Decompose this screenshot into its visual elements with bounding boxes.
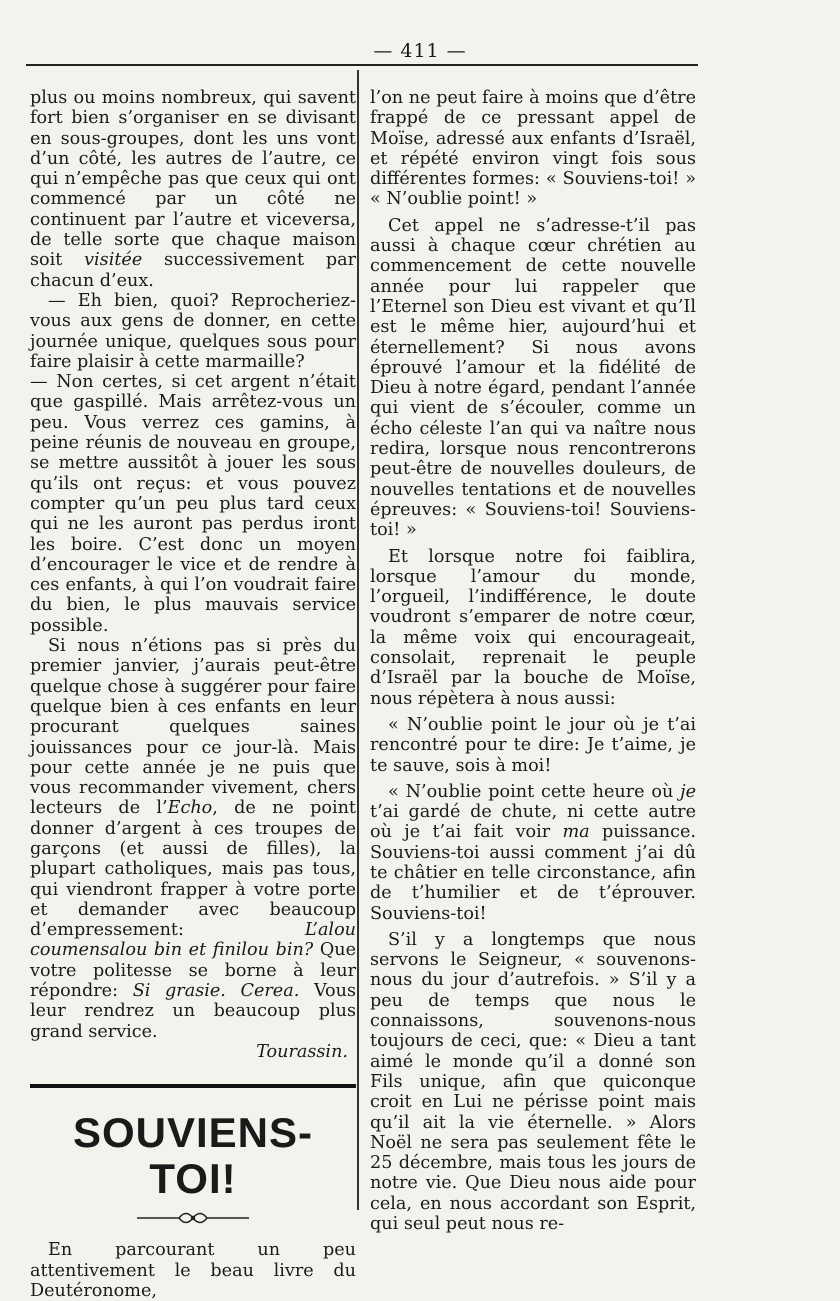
- paragraph: « N’oublie point cette heure où je t’ai gardé de chute, ni cette autre où je t’ai fait voir ma puissance. Souviens-toi aussi comment j’ai dû te châtier en telle circonstance, afin de t’humilier et de t’éprouver. Souviens-toi!: [370, 781, 696, 924]
- section-rule: [30, 1084, 356, 1088]
- paragraph: Cet appel ne s’adresse-t’il pas aussi à chaque cœur chrétien au commencement de cette nouvelle année pour lui rappeler que l’Eternel son Dieu est vivant et qu’Il est le même hier, aujourd’hui et éternellement? Si nous avons éprouvé l’amour et la fidélité de Dieu à notre égard, pendant l’année qui vient de s’écouler, comme un écho céleste l’an qui va naître nous redira, lorsque nous rencontrerons peut-être de nouvelles douleurs, de nouvelles tentations et de nouvelles épreuves: « Souviens-toi! Souviens-toi! »: [370, 215, 696, 541]
- column-divider: [357, 70, 359, 1210]
- paragraph: l’on ne peut faire à moins que d’être frappé de ce pressant appel de Moïse, adressé aux enfants d’Israël, et répété environ vingt fois sous différentes formes: « Souviens-toi! » « N’oublie point! »: [370, 88, 696, 210]
- paragraph: En parcourant un peu attentivement le beau livre du Deutéronome,: [30, 1240, 356, 1301]
- paragraph: plus ou moins nombreux, qui savent fort bien s’organiser en se divisant en sous-groupes, dont les uns vont d’un côté, les autres de l’autre, ce qui n’empêche pas que ceux qui ont commencé par un côté ne continuent par l’autre et viceversa, de telle sorte que chaque maison soit visitée successivement par chacun d’eux.: [30, 88, 356, 291]
- paragraph: Et lorsque notre foi faiblira, lorsque l’amour du monde, l’orgueil, l’indifférence, le doute voudront s’emparer de notre cœur, la même voix qui encourageait, consolait, reprenait le peuple d’Israël par la bouche de Moïse, nous répètera à nous aussi:: [370, 546, 696, 709]
- paragraph: — Non certes, si cet argent n’était que gaspillé. Mais arrêtez-vous un peu. Vous verrez ces gamins, à peine réunis de nouveau en groupe, se mettre aussitôt à jouer les sous qu’ils ont reçus: et vous pouvez compter qu’un peu plus tard ceux qui ne les auront pas perdus iront les boire. C’est donc un moyen d’encourager le vice et de rendre à ces enfants, à qui l’on voudrait faire du bien, le plus mauvais service possible.: [30, 372, 356, 636]
- paragraph: Si nous n’étions pas si près du premier janvier, j’aurais peut-être quelque chose à suggérer pour faire quelque bien à ces enfants en leur procurant quelques saines jouissances pour ce jour-là. Mais pour cette année je ne puis que vous recommander vivement, chers lecteurs de l’Echo, de ne point donner d’argent à ces troupes de garçons (et aussi de filles), la plupart catholiques, mais pas tous, qui viendront frapper à votre porte et demander avec beaucoup d’empressement: L’alou coumensalou bin et finilou bin? Que votre politesse se borne à leur répondre: Si grasie. Cerea. Vous leur rendrez un beaucoup plus grand service.: [30, 636, 357, 1042]
- header-rule: [26, 64, 698, 66]
- left-column: [30, 88, 356, 1301]
- paragraph: S’il y a longtemps que nous servons le Seigneur, « souvenons-nous du jour d’autrefois. » S’il y a peu de temps que nous le connaissons, souvenons-nous toujours de ceci, que: « Dieu a tant aimé le monde qu’il a donné son Fils unique, afin que quiconque croit en Lui ne périsse point mais qu’il ait la vie éternelle. » Alors Noël ne sera pas seulement fête le 25 décembre, mais tous les jours de notre vie. Que Dieu nous aide pour cela, en nous accordant son Esprit, qui seul peut nous re-: [370, 929, 696, 1235]
- signature: Tourassin.: [256, 1041, 348, 1062]
- ornament-icon: [30, 1208, 356, 1228]
- paragraph: « N’oublie point le jour où je t’ai rencontré pour te dire: Je t’aime, je te sauve, sois à moi!: [370, 714, 696, 776]
- paragraph: — Eh bien, quoi? Reprocheriez-vous aux gens de donner, en cette journée unique, quelques sous pour faire plaisir à cette marmaille?: [30, 290, 356, 372]
- right-column: [370, 88, 696, 1234]
- page-number: — 411 —: [373, 40, 467, 62]
- article-heading: SOUVIENS-TOI!: [72, 1109, 314, 1203]
